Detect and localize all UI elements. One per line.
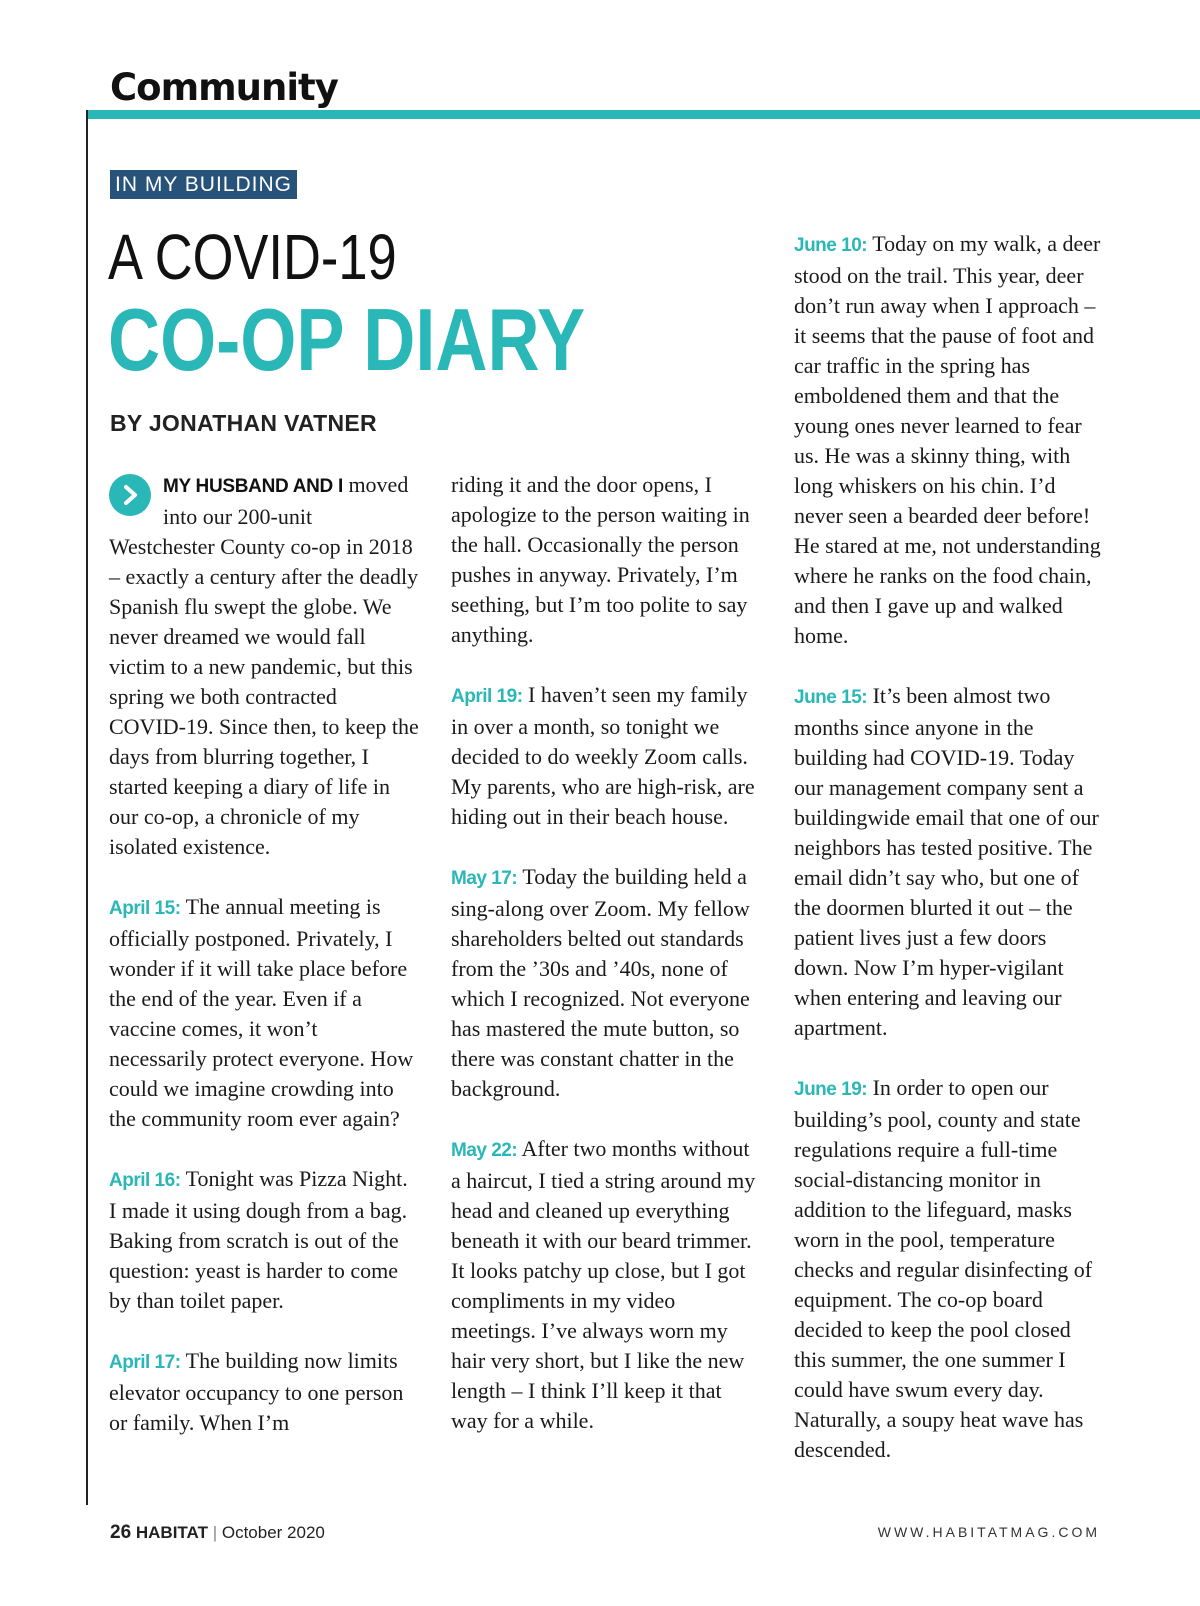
kicker-label: IN MY BUILDING [110,170,297,199]
entry-text: Today on my walk, a deer stood on the trail. This year, deer don’t run away when I approach – it seems that the pause of foot and car traffic in the spring has emboldened them and that the young ones never learned to fear us. He was a skinny thing, with long whiskers on his chin. I’d never seen a bearded deer before! He stared at me, not understanding where he ranks on the food chain, and then I gave up and walked home. [794,231,1101,648]
column-3 [794,229,1104,1495]
entry-date: June 19: [794,1079,868,1100]
chevron-right-circle-icon [109,474,151,516]
top-rule [86,110,1200,119]
column-2 [451,470,761,1466]
entry-date: May 22: [451,1140,518,1161]
section-label: Community [110,66,338,109]
entry-date: April 16: [109,1170,181,1191]
diary-entry [109,1346,419,1438]
diary-entry [794,681,1104,1043]
entry-date: April 19: [451,686,523,707]
diary-entry [109,892,419,1134]
magazine-name: HABITAT [135,1523,208,1542]
diary-entry [451,862,761,1104]
entry-text: riding it and the door opens, I apologize to the person waiting in the hall. Occasionally the person pushes in anyway. Privately, I’m seething, but I’m too polite to say anything. [451,472,750,647]
issue-date: October 2020 [221,1523,325,1542]
entry-date: April 17: [109,1352,181,1373]
diary-entry [794,1073,1104,1465]
intro-text: moved into our 200-unit Westchester County co-op in 2018 – exactly a century after the deadly Spanish flu swept the globe. We never dreamed we would fall victim to a new pandemic, but this spring we both contracted COVID-19. Since then, to keep the days from blurring together, I started keeping a diary of life in our co-op, a chronicle of my isolated existence. [109,472,419,859]
entry-date: June 10: [794,235,868,256]
diary-entry [794,229,1104,651]
entry-date: April 15: [109,898,181,919]
byline: BY JONATHAN VATNER [110,410,377,436]
entry-text: Tonight was Pizza Night. I made it using dough from a bag. Baking from scratch is out of the question: yeast is harder to come by than toilet paper. [109,1166,408,1313]
lead-caps: MY HUSBAND AND I [163,476,343,497]
entry-text: In order to open our building’s pool, county and state regulations require a full-time social-distancing monitor in addition to the lifeguard, masks worn in the pool, temperature checks and regular disinfecting of equipment. The co-op board decided to keep the pool closed this summer, the one summer I could have swum every day. Naturally, a soupy heat wave has descended. [794,1075,1093,1462]
intro-paragraph [109,470,419,862]
article-title-line2: CO-OP DIARY [108,290,586,389]
entry-date: June 15: [794,687,868,708]
entry-text: I haven’t seen my family in over a month, so tonight we decided to do weekly Zoom calls. My parents, who are high-risk, are hiding out in their beach house. [451,682,755,829]
entry-text: The building now limits elevator occupancy to one person or family. When I’m [109,1348,404,1435]
diary-entry [451,1134,761,1436]
folio-divider: | [212,1523,218,1542]
footer-folio [110,1522,325,1544]
diary-entry [109,1164,419,1316]
entry-text: It’s been almost two months since anyone in the building had COVID-19. Today our management company sent a buildingwide email that one of our neighbors has tested positive. The email didn’t say who, but one of the doormen blurted it out – the patient lives just a few doors down. Now I’m hyper-vigilant when entering and leaving our apartment. [794,683,1099,1040]
entry-text: Today the building held a sing-along over Zoom. My fellow shareholders belted out standards from the ’30s and ’40s, none of which I recognized. Not everyone has mastered the mute button, so there was constant chatter in the background. [451,864,750,1101]
entry-text: After two months without a haircut, I tied a string around my head and cleaned up everything beneath it with our beard trimmer. It looks patchy up close, but I got compliments in my video meetings. I’ve always worn my hair very short, but I like the new length – I think I’ll keep it that way for a while. [451,1136,756,1433]
article-title-line1: A COVID-19 [108,221,397,293]
diary-entry [451,680,761,832]
diary-entry-continued [451,470,761,650]
column-1 [109,470,419,1468]
entry-text: The annual meeting is officially postponed. Privately, I wonder if it will take place before the end of the year. Even if a vaccine comes, it won’t necessarily protect everyone. How could we imagine crowding into the community room ever again? [109,894,414,1131]
page-number: 26 [110,1522,132,1543]
entry-date: May 17: [451,868,518,889]
website-link[interactable]: WWW.HABITATMAG.COM [877,1524,1100,1540]
side-rule [86,110,88,1505]
